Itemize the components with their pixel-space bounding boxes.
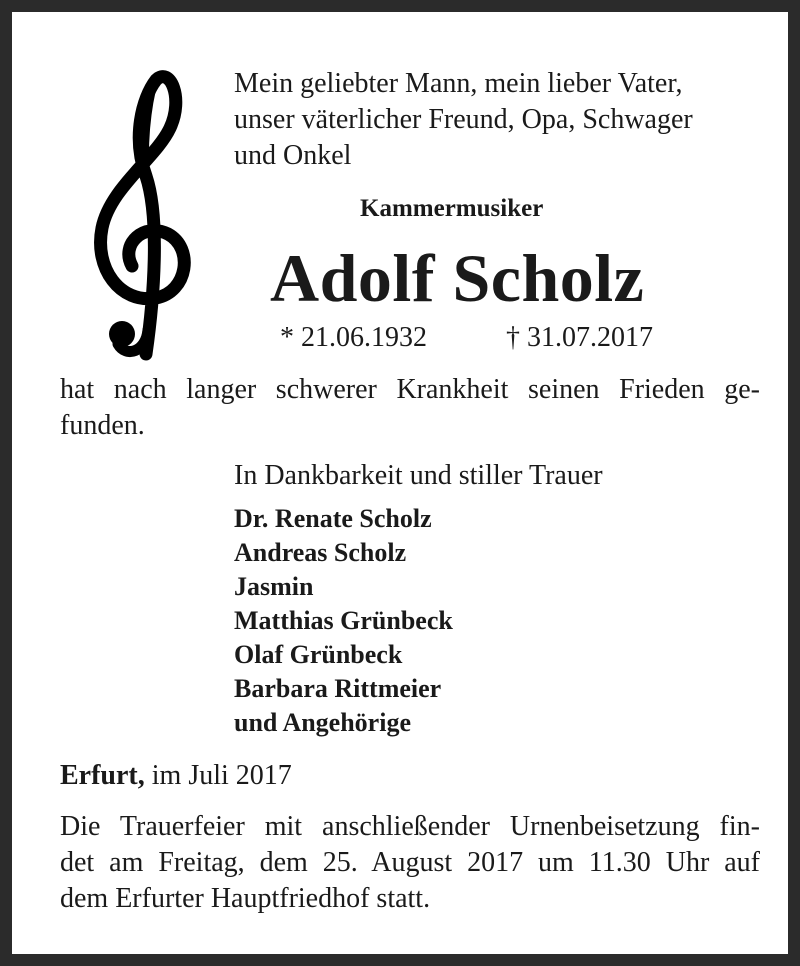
- mourner-name: Matthias Grünbeck: [234, 606, 453, 635]
- passing-line: funden.: [60, 410, 145, 441]
- mourner-name: Andreas Scholz: [234, 538, 407, 567]
- mourners-list: [234, 502, 453, 740]
- intro-line: unser väterlicher Freund, Opa, Schwager: [234, 104, 693, 135]
- intro-line: Mein geliebter Mann, mein lieber Vater,: [234, 68, 683, 99]
- deceased-name: Adolf Scholz: [270, 240, 645, 316]
- place-date-line: [60, 758, 292, 794]
- mourner-name: Barbara Rittmeier: [234, 674, 442, 703]
- passing-line: hat nach langer schwerer Krankheit seinen Frieden ge-: [60, 374, 760, 405]
- funeral-info: [60, 809, 760, 917]
- funeral-line: Die Trauerfeier mit anschließender Urnenbeisetzung fin-: [60, 811, 760, 842]
- mourner-name: Olaf Grünbeck: [234, 640, 403, 669]
- mourner-name: Jasmin: [234, 572, 314, 601]
- death-date: † 31.07.2017: [506, 322, 653, 353]
- treble-clef-icon: [84, 68, 204, 364]
- birth-date: * 21.06.1932: [280, 322, 427, 353]
- passing-text: [60, 372, 760, 444]
- place-date: im Juli 2017: [151, 760, 292, 791]
- mourner-name: Dr. Renate Scholz: [234, 504, 432, 533]
- funeral-line: dem Erfurter Hauptfriedhof statt.: [60, 883, 431, 914]
- place-city: Erfurt,: [60, 760, 145, 791]
- gratitude-line: In Dankbarkeit und stiller Trauer: [234, 460, 603, 491]
- profession-title: Kammermusiker: [360, 195, 544, 222]
- mourner-name: und Angehörige: [234, 708, 411, 737]
- intro-line: und Onkel: [234, 140, 352, 171]
- intro-text: [234, 66, 693, 174]
- life-dates: [280, 320, 680, 356]
- funeral-line: det am Freitag, dem 25. August 2017 um 11.30 Uhr auf: [60, 847, 760, 878]
